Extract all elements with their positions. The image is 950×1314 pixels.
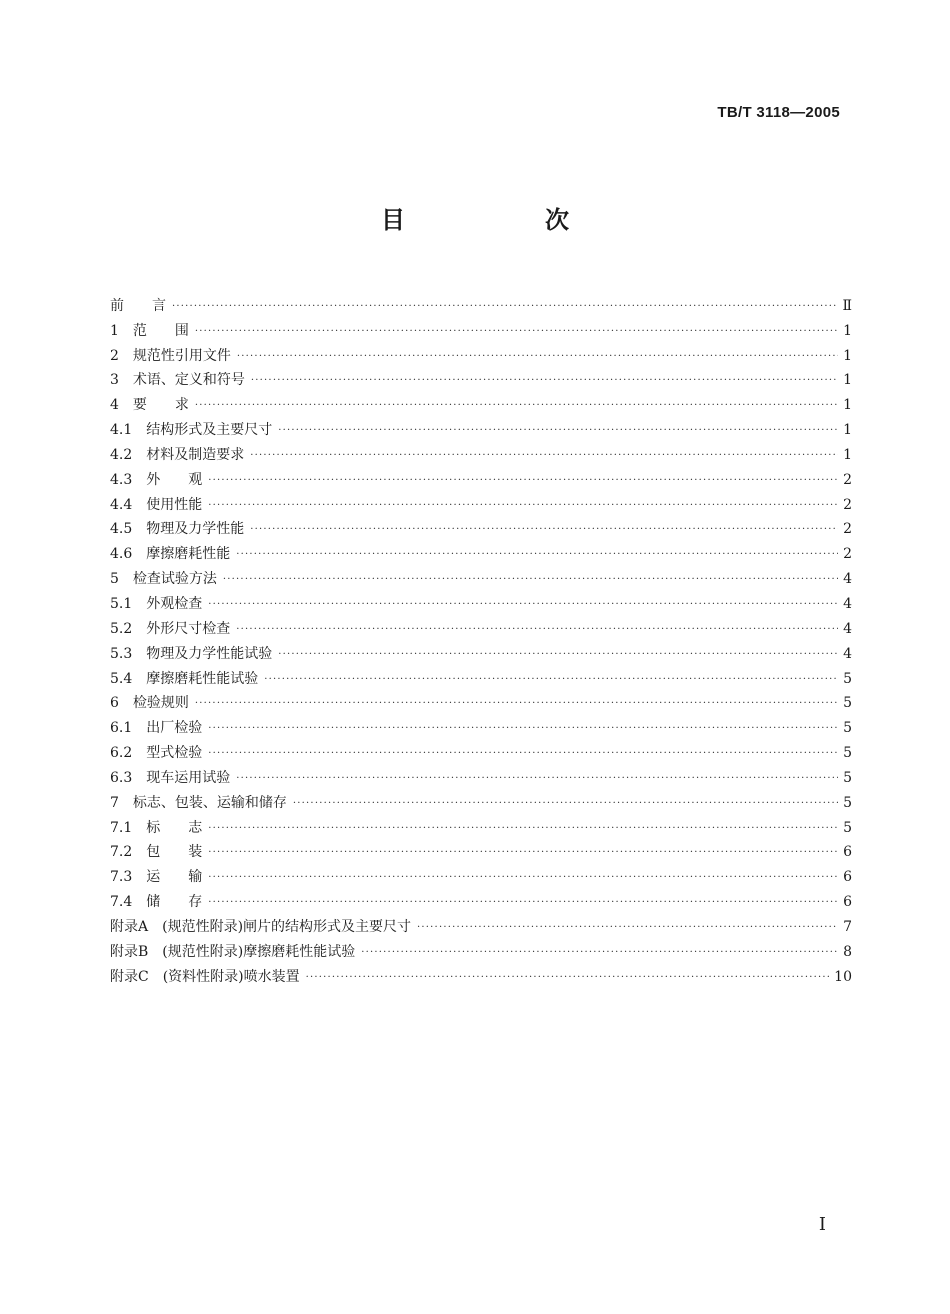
toc-leader-dots (236, 625, 838, 635)
toc-leader-dots (278, 426, 838, 436)
toc-entry-page: 4 (843, 571, 852, 588)
toc-leader-dots (306, 973, 831, 983)
toc-entry-page: 4 (843, 620, 852, 637)
toc-entry[interactable] (110, 439, 852, 464)
page-title: 目 次 (381, 206, 627, 234)
toc-entry-label: 4.1 结构形式及主要尺寸 (110, 422, 273, 439)
toc-entry-page: 6 (843, 869, 852, 886)
toc-entry[interactable] (110, 464, 852, 489)
toc-entry-label: 6.1 出厂检验 (110, 720, 203, 737)
toc-entry-label: 附录C (资料性附录)喷水装置 (110, 968, 300, 985)
toc-leader-dots (208, 501, 838, 511)
toc-entry-page: 1 (843, 322, 852, 339)
toc-leader-dots (251, 376, 838, 386)
toc-leader-dots (208, 749, 838, 759)
standard-code: TB/T 3118—2005 (717, 104, 840, 121)
toc-entry-label: 附录A (规范性附录)闸片的结构形式及主要尺寸 (110, 918, 412, 935)
toc-entry[interactable] (110, 613, 852, 638)
toc-entry[interactable] (110, 936, 852, 961)
toc-entry[interactable] (110, 737, 852, 762)
toc-leader-dots (208, 600, 838, 610)
toc-entry-label: 5 检查试验方法 (110, 571, 217, 588)
toc-entry-label: 7.4 储 存 (110, 894, 203, 911)
toc-entry-label: 4.4 使用性能 (110, 496, 203, 513)
toc-leader-dots (195, 327, 838, 337)
toc-entry[interactable] (110, 514, 852, 539)
toc-entry-label: 5.4 摩擦磨耗性能试验 (110, 670, 259, 687)
toc-entry-label: 4.3 外 观 (110, 471, 203, 488)
toc-entry-page: 5 (843, 819, 852, 836)
toc-entry-page: 7 (843, 918, 852, 935)
toc-entry-label: 7 标志、包装、运输和储存 (110, 794, 287, 811)
toc-leader-dots (236, 774, 838, 784)
toc-entry-page: 5 (843, 794, 852, 811)
table-of-contents (110, 290, 852, 986)
toc-entry-page: 5 (843, 745, 852, 762)
toc-entry[interactable] (110, 961, 852, 986)
toc-entry-label: 7.3 运 输 (110, 869, 203, 886)
toc-leader-dots (208, 873, 838, 883)
toc-entry-label: 4.5 物理及力学性能 (110, 521, 245, 538)
toc-leader-dots (195, 699, 838, 709)
toc-entry-page: 1 (843, 397, 852, 414)
toc-entry[interactable] (110, 638, 852, 663)
toc-entry[interactable] (110, 538, 852, 563)
toc-entry[interactable] (110, 588, 852, 613)
toc-leader-dots (361, 948, 838, 958)
toc-entry-label: 5.2 外形尺寸检查 (110, 620, 231, 637)
toc-leader-dots (250, 525, 838, 535)
toc-entry-page: 10 (834, 968, 852, 985)
toc-entry-label: 附录B (规范性附录)摩擦磨耗性能试验 (110, 943, 356, 960)
toc-entry-page: 2 (843, 471, 852, 488)
toc-leader-dots (293, 799, 838, 809)
toc-entry[interactable] (110, 489, 852, 514)
toc-entry-page: 6 (843, 844, 852, 861)
toc-entry-page: 1 (843, 372, 852, 389)
toc-entry-label: 4.2 材料及制造要求 (110, 446, 245, 463)
toc-entry[interactable] (110, 563, 852, 588)
toc-entry-page: 5 (843, 720, 852, 737)
toc-entry[interactable] (110, 340, 852, 365)
toc-entry-label: 4 要 求 (110, 397, 189, 414)
toc-entry-label: 4.6 摩擦磨耗性能 (110, 546, 231, 563)
toc-entry[interactable] (110, 712, 852, 737)
toc-leader-dots (208, 824, 838, 834)
toc-entry-label: 6.3 现车运用试验 (110, 769, 231, 786)
toc-leader-dots (195, 401, 838, 411)
toc-leader-dots (172, 302, 838, 312)
toc-leader-dots (264, 675, 838, 685)
toc-entry-label: 5.1 外观检查 (110, 595, 203, 612)
toc-entry[interactable] (110, 663, 852, 688)
toc-entry-page: 5 (843, 695, 852, 712)
toc-entry[interactable] (110, 290, 852, 315)
toc-leader-dots (278, 650, 838, 660)
toc-entry-page: 1 (843, 347, 852, 364)
toc-entry-page: 2 (843, 496, 852, 513)
toc-entry[interactable] (110, 787, 852, 812)
toc-entry[interactable] (110, 414, 852, 439)
toc-entry[interactable] (110, 886, 852, 911)
toc-entry-label: 前 言 (110, 297, 166, 314)
toc-entry-page: 1 (843, 446, 852, 463)
toc-leader-dots (208, 848, 838, 858)
toc-entry-label: 6.2 型式检验 (110, 745, 203, 762)
page-number: I (818, 1214, 826, 1235)
toc-leader-dots (208, 724, 838, 734)
toc-leader-dots (223, 575, 838, 585)
toc-entry[interactable] (110, 812, 852, 837)
toc-entry[interactable] (110, 315, 852, 340)
toc-entry-page: 1 (843, 422, 852, 439)
toc-entry-page: 5 (843, 670, 852, 687)
toc-entry[interactable] (110, 837, 852, 862)
toc-entry[interactable] (110, 688, 852, 713)
toc-leader-dots (208, 476, 838, 486)
toc-entry[interactable] (110, 389, 852, 414)
toc-entry-label: 2 规范性引用文件 (110, 347, 231, 364)
toc-entry[interactable] (110, 861, 852, 886)
toc-entry-label: 1 范 围 (110, 322, 189, 339)
toc-entry-page: 4 (843, 645, 852, 662)
toc-leader-dots (417, 923, 838, 933)
toc-leader-dots (237, 352, 838, 362)
toc-entry[interactable] (110, 365, 852, 390)
toc-entry-page: 5 (843, 769, 852, 786)
toc-entry[interactable] (110, 911, 852, 936)
toc-entry[interactable] (110, 762, 852, 787)
toc-leader-dots (250, 451, 838, 461)
toc-entry-page: 6 (843, 894, 852, 911)
toc-leader-dots (208, 898, 838, 908)
toc-entry-page: 4 (843, 595, 852, 612)
toc-entry-label: 7.1 标 志 (110, 819, 203, 836)
toc-entry-page: 2 (843, 546, 852, 563)
toc-entry-label: 7.2 包 装 (110, 844, 203, 861)
toc-entry-page: 8 (843, 943, 852, 960)
toc-entry-label: 6 检验规则 (110, 695, 189, 712)
toc-leader-dots (236, 550, 838, 560)
toc-entry-page: 2 (843, 521, 852, 538)
toc-entry-label: 3 术语、定义和符号 (110, 372, 245, 389)
toc-entry-page: Ⅱ (842, 297, 852, 314)
toc-entry-label: 5.3 物理及力学性能试验 (110, 645, 273, 662)
